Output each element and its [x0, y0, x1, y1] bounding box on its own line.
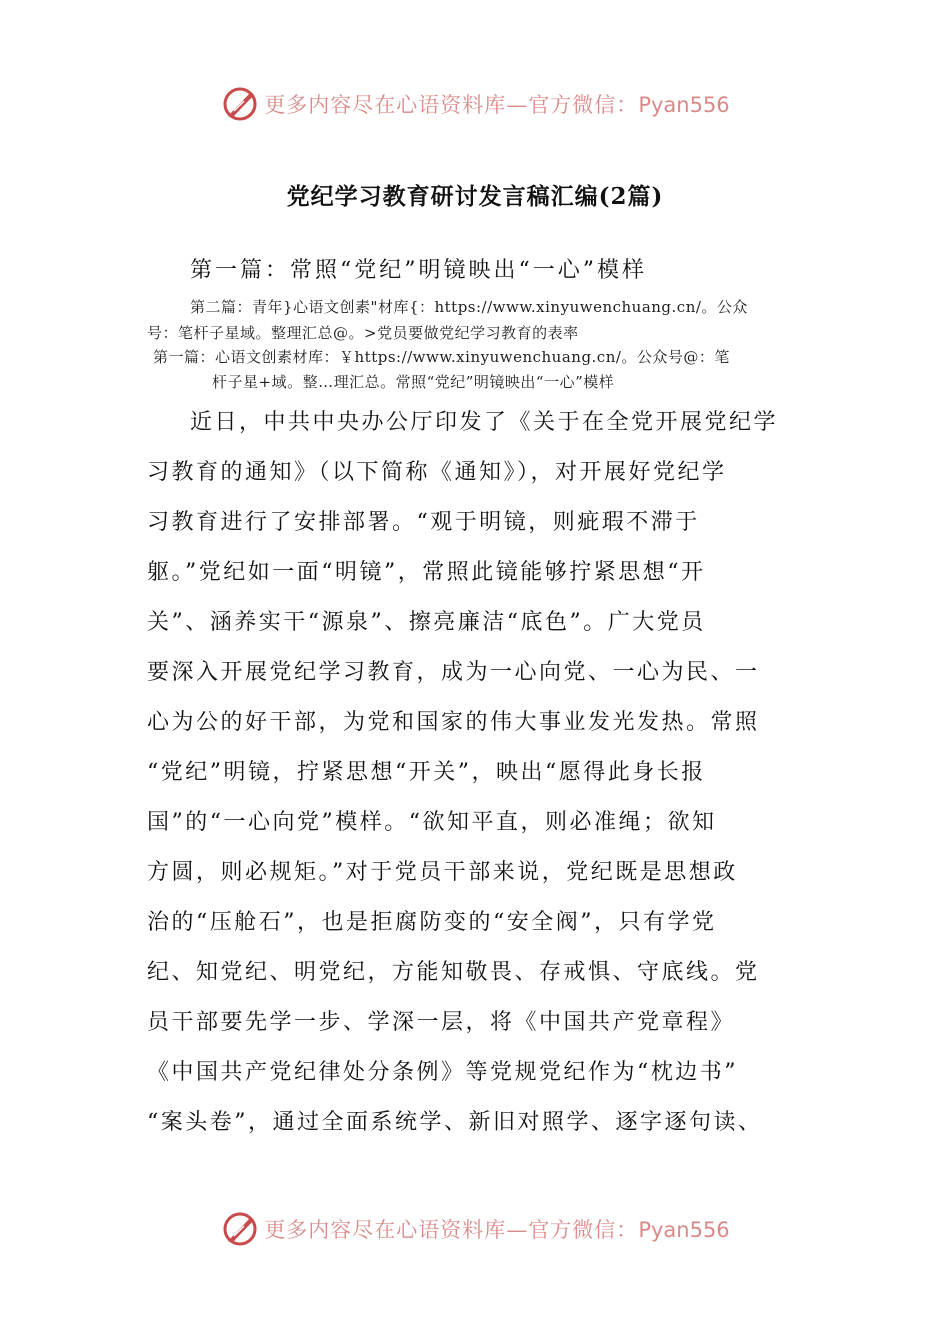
body-line: 《中国共产党纪律处分条例》等党规党纪作为“枕边书”: [147, 1060, 738, 1085]
document-title: 党纪学习教育研讨发言稿汇编(2篇): [286, 183, 664, 210]
body-line: 关”、涵养实干“源泉”、擦亮廉洁“底色”。广大党员: [147, 610, 706, 635]
body-line: 躯。”党纪如一面“明镜”，常照此镜能够拧紧思想“开: [147, 560, 706, 585]
document-subtitle: 第一篇：常照“党纪”明镜映出“一心”模样: [190, 258, 647, 283]
quill-pen-logo-icon: [220, 1209, 260, 1249]
body-line: 习教育进行了安排部署。“观于明镜，则疵瑕不滞于: [147, 510, 700, 535]
watermark-banner-top: [0, 80, 950, 128]
watermark-banner-bottom: [0, 1205, 950, 1253]
watermark-text: 更多内容尽在心语资料库—官方微信：Pyan556: [264, 93, 730, 117]
body-line: 要深入开展党纪学习教育，成为一心向党、一心为民、一: [147, 660, 760, 685]
body-line: “案头卷”，通过全面系统学、新旧对照学、逐字逐句读、: [147, 1110, 763, 1135]
body-line: 纪、知党纪、明党纪，方能知敬畏、存戒惧、守底线。党: [147, 960, 760, 985]
toc-line: 第一篇：心语文创素材库：￥https://www.xinyuwenchuang.cn/。公众号@：笔: [153, 348, 730, 366]
quill-pen-logo-icon: [220, 84, 260, 124]
toc-line: 第二篇：青年}心语文创素"材库{：https://www.xinyuwenchuang.cn/。公众: [190, 298, 748, 316]
body-line: 治的“压舱石”，也是拒腐防变的“安全阀”，只有学党: [147, 910, 717, 935]
body-line: 国”的“一心向党”模样。“欲知平直，则必准绳；欲知: [147, 810, 717, 835]
toc-line: 号：笔杆子星域。整理汇总@。>党员要做党纪学习教育的表率: [147, 324, 579, 342]
body-line: 员干部要先学一步、学深一层，将《中国共产党章程》: [147, 1010, 736, 1035]
body-line: 习教育的通知》（以下简称《通知》），对开展好党纪学: [147, 460, 727, 485]
body-line: 心为公的好干部，为党和国家的伟大事业发光发热。常照: [147, 710, 760, 735]
toc-line: 杆子星+域。整…理汇总。常照“党纪”明镜映出“一心”模样: [212, 373, 615, 391]
watermark-text: 更多内容尽在心语资料库—官方微信：Pyan556: [264, 1218, 730, 1242]
body-line: 近日，中共中央办公厅印发了《关于在全党开展党纪学: [190, 410, 779, 435]
body-line: “党纪”明镜，拧紧思想“开关”，映出“愿得此身长报: [147, 760, 706, 785]
body-line: 方圆，则必规矩。”对于党员干部来说，党纪既是思想政: [147, 860, 738, 885]
